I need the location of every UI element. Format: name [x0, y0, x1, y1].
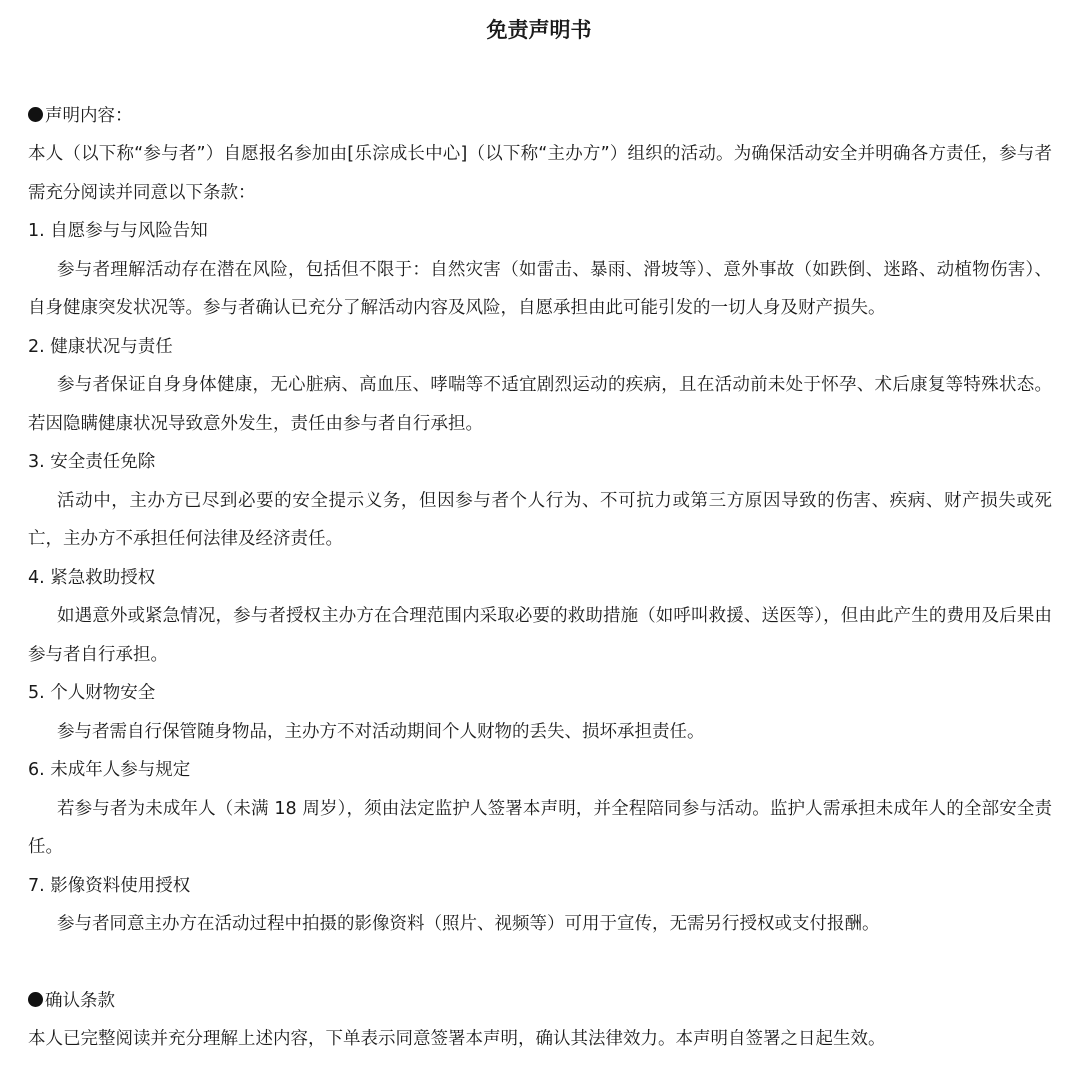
statement-heading	[28, 97, 1052, 135]
clause-body: 参与者同意主办方在活动过程中拍摄的影像资料（照片、视频等）可用于宣传，无需另行授权或支付报酬。	[57, 914, 880, 934]
clause-body: 活动中，主办方已尽到必要的安全提示义务，但因参与者个人行为、不可抗力或第三方原因导致的伤害、疾病、财产损失或死亡，主办方不承担任何法律及经济责任。	[28, 490, 1052, 549]
clause-heading: 5. 个人财物安全	[28, 683, 156, 703]
clause-body: 参与者需自行保管随身物品，主办方不对活动期间个人财物的丢失、损坏承担责任。	[57, 721, 705, 742]
confirm-heading-text: 确认条款	[45, 990, 115, 1011]
statement-heading-text: 声明内容：	[45, 106, 133, 126]
clause-heading: 3. 安全责任免除	[28, 452, 156, 472]
confirm-heading	[28, 982, 1052, 1020]
bullet-dot-icon	[28, 992, 43, 1007]
confirm-text: 本人已完整阅读并充分理解上述内容，下单表示同意签署本声明，确认其法律效力。本声明自签署之日起生效。	[28, 1028, 886, 1049]
clause-heading: 2. 健康状况与责任	[28, 336, 173, 357]
clause-heading: 7. 影像资料使用授权	[28, 875, 191, 896]
statement-intro: 本人（以下称“参与者”）自愿报名参加由[乐淙成长中心]（以下称“主办方”）组织的活动。为确保活动安全并明确各方责任，参与者需充分阅读并同意以下条款：	[28, 144, 1052, 203]
bullet-dot-icon	[28, 107, 43, 122]
document-title: 免责声明书	[486, 18, 592, 42]
clause-body: 参与者保证自身身体健康，无心脏病、高血压、哮喘等不适宜剧烈运动的疾病，且在活动前未处于怀孕、术后康复等特殊状态。若因隐瞒健康状况导致意外发生，责任由参与者自行承担。	[28, 375, 1052, 434]
clause-body: 参与者理解活动存在潜在风险，包括但不限于：自然灾害（如雷击、暴雨、滑坡等）、意外事故（如跌倒、迷路、动植物伤害）、自身健康突发状况等。参与者确认已充分了解活动内容及风险，自愿承担由此可能引发的一切人身及财产损失。	[28, 259, 1052, 318]
clause-heading: 1. 自愿参与与风险告知	[28, 221, 208, 241]
clause-heading: 6. 未成年人参与规定	[28, 760, 191, 780]
disclaimer-document	[28, 0, 1052, 1058]
clause-heading: 4. 紧急救助授权	[28, 567, 156, 588]
clause-body: 若参与者为未成年人（未满 18 周岁），须由法定监护人签署本声明，并全程陪同参与活动。监护人需承担未成年人的全部安全责任。	[28, 798, 1052, 857]
clause-body: 如遇意外或紧急情况，参与者授权主办方在合理范围内采取必要的救助措施（如呼叫救援、送医等），但由此产生的费用及后果由参与者自行承担。	[28, 606, 1052, 665]
